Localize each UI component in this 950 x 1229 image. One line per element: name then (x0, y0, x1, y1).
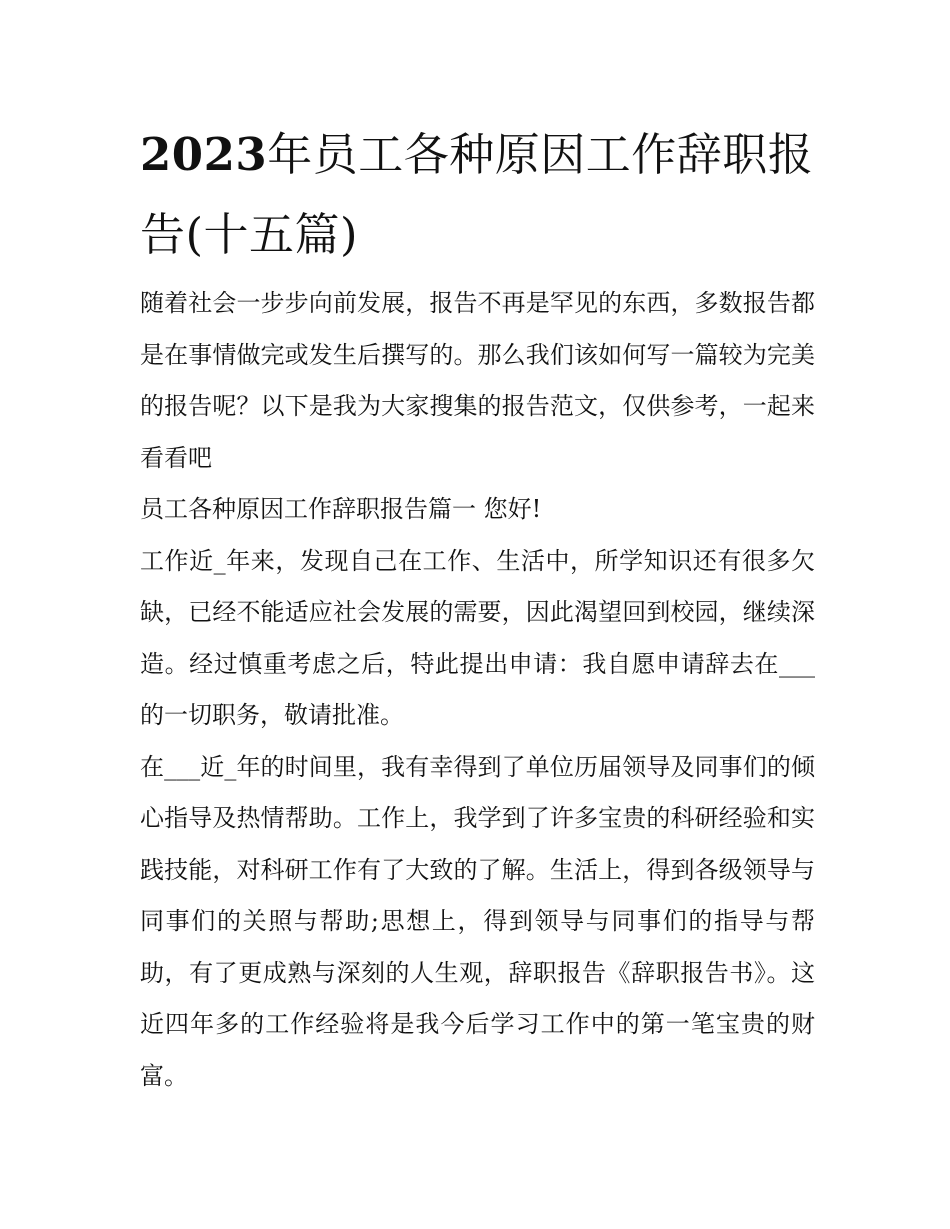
body-paragraph-2: 在___近_年的时间里，我有幸得到了单位历届领导及同事们的倾心指导及热情帮助。工作上，我学到了许多宝贵的科研经验和实践技能，对科研工作有了大致的了解。生活上，得到各级领导与同事们的关照与帮助;思想上，得到领导与同事们的指导与帮助，有了更成熟与深刻的人生观，辞职报告《辞职报告书》。这近四年多的工作经验将是我今后学习工作中的第一笔宝贵的财富。 (140, 752, 815, 1090)
document-body (140, 278, 815, 1102)
section-heading-paragraph: 员工各种原因工作辞职报告篇一 您好! (140, 495, 542, 523)
title-year: 2023 (140, 128, 268, 181)
title-text: 年员工各种原因工作辞职报告(十五篇) (140, 128, 814, 261)
intro-paragraph: 随着社会一步步向前发展，报告不再是罕见的东西，多数报告都是在事情做完或发生后撰写的。那么我们该如何写一篇较为完美的报告呢？以下是我为大家搜集的报告范文，仅供参考，一起来看看吧 (140, 289, 815, 472)
body-paragraph-1: 工作近_年来，发现自己在工作、生活中，所学知识还有很多欠缺，已经不能适应社会发展的需要，因此渴望回到校园，继续深造。经过慎重考虑之后，特此提出申请：我自愿申请辞去在___的一切职务，敬请批准。 (140, 546, 815, 729)
document-title (140, 115, 820, 275)
